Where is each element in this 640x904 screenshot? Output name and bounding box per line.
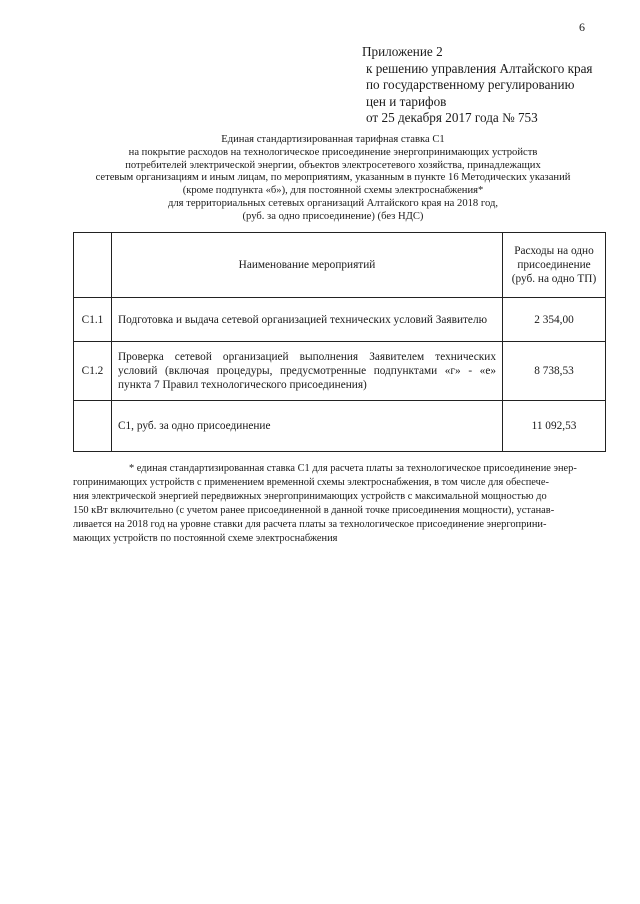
appendix-line: цен и тарифов [366, 93, 447, 109]
header-name-cell: Наименование мероприятий [112, 233, 503, 298]
appendix-line: к решению управления Алтайского края [366, 60, 593, 76]
header-cost-cell: Расходы на одно присоединение (руб. на одно ТП) [503, 233, 606, 298]
row-description: Подготовка и выдача сетевой организацией технических условий Заявителю [112, 298, 503, 342]
table-row [74, 342, 606, 401]
table-row [74, 298, 606, 342]
footnote-line: 150 кВт включительно (с учетом ранее присоединенной в данной точке присоединения мощности), устанав- [73, 504, 555, 516]
row-value: 11 092,53 [503, 401, 606, 452]
appendix-line: от 25 декабря 2017 года № 753 [366, 110, 538, 125]
tariff-table [73, 232, 606, 452]
heading-line: для территориальных сетевых организаций Алтайского края на 2018 год, [168, 197, 498, 209]
row-value: 8 738,53 [503, 342, 606, 401]
row-description: Проверка сетевой организацией выполнения Заявителем технических условий (включая процедуры, предусмотренные подпунктами «г» - «е» пункта 7 Правил технологического присоединения) [112, 342, 503, 401]
row-code: С1.2 [74, 342, 112, 401]
row-description: С1, руб. за одно присоединение [112, 401, 503, 452]
table-total-row [74, 401, 606, 452]
footnote-line: * единая стандартизированная ставка С1 для расчета платы за технологическое присоединение энер- [129, 463, 577, 474]
heading-line: сетевым организациям и иным лицам, по мероприятиям, указанным в пункте 16 Методических указаний [95, 172, 571, 184]
appendix-block [362, 44, 622, 127]
heading-line: на покрытие расходов на технологическое присоединение энергопринимающих устройств [128, 146, 538, 158]
footnote-line: ливается на 2018 год на уровне ставки для расчета платы за технологическое присоединение энергоприни- [73, 518, 547, 530]
heading-line: Единая стандартизированная тарифная ставка С1 [221, 134, 445, 145]
heading-line: потребителей электрической энергии, объектов электросетевого хозяйства, принадлежащих [125, 159, 541, 171]
table-header-row [74, 233, 606, 298]
row-value: 2 354,00 [503, 298, 606, 342]
footnote-line: мающих устройств по постоянной схеме электроснабжения [73, 532, 338, 544]
heading-line: (кроме подпункта «б»), для постоянной схемы электроснабжения* [182, 185, 484, 197]
appendix-title: Приложение 2 [362, 44, 443, 59]
row-code [74, 401, 112, 452]
document-heading [40, 134, 626, 224]
header-code-cell [74, 233, 112, 298]
row-code: С1.1 [74, 298, 112, 342]
heading-line: (руб. за одно присоединение) (без НДС) [242, 210, 424, 222]
footnote [73, 462, 606, 545]
footnote-line: ния электрической энергией передвижных энергопринимающих устройств с максимальной мощностью до [73, 490, 547, 502]
appendix-line: по государственному регулированию [366, 77, 575, 92]
page-number: 6 [579, 20, 585, 34]
footnote-line: гопринимающих устройств с применением временной схемы электроснабжения, в том числе для обеспече- [73, 476, 549, 488]
